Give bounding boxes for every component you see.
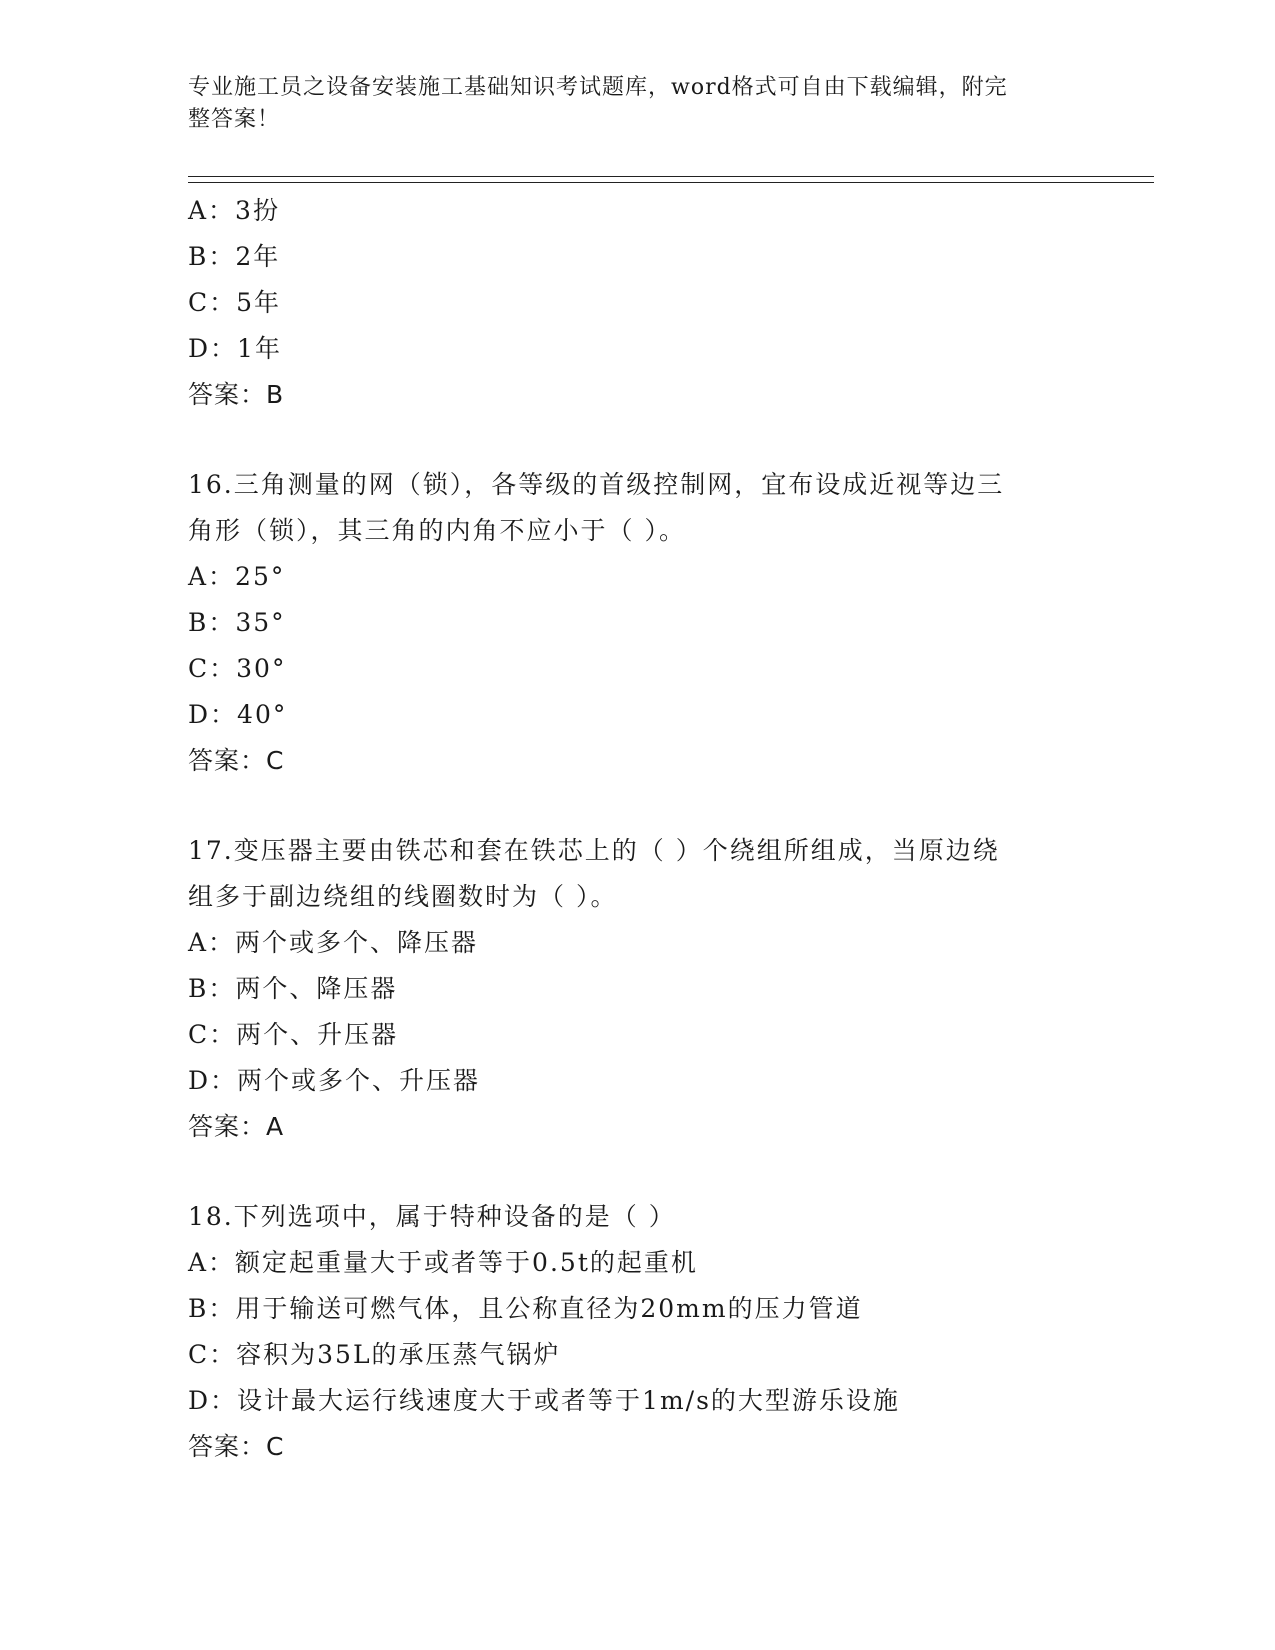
question-15-continued [188,188,1088,418]
option-b: B：用于输送可燃气体，且公称直径为20mm的压力管道 [188,1294,863,1323]
option-d: D：1年 [188,334,282,363]
question-text-line-2: 组多于副边绕组的线圈数时为（ ）。 [188,882,618,911]
question-text-line-1: 17.变压器主要由铁芯和套在铁芯上的（ ）个绕组所组成，当原边绕 [188,836,1000,865]
option-a: A：25° [188,562,286,591]
option-a: A：额定起重量大于或者等于0.5t的起重机 [188,1248,698,1277]
header-line-1: 专业施工员之设备安装施工基础知识考试题库，word格式可自由下载编辑，附完 [188,75,1008,100]
question-17 [188,828,1088,1150]
question-text-line-1: 16.三角测量的网（锁），各等级的首级控制网，宜布设成近视等边三 [188,470,1005,499]
question-18 [188,1194,1088,1470]
document-header [188,72,1068,136]
question-16 [188,462,1088,784]
answer: 答案：C [188,1432,285,1461]
option-b: B：35° [188,608,286,637]
answer: 答案：A [188,1112,285,1141]
option-c: C：30° [188,654,287,683]
question-content [188,188,1088,1470]
option-a: A：两个或多个、降压器 [188,928,479,957]
option-c: C：两个、升压器 [188,1020,399,1049]
option-c: C：容积为35L的承压蒸气锅炉 [188,1340,561,1369]
option-d: D：两个或多个、升压器 [188,1066,481,1095]
option-d: D：设计最大运行线速度大于或者等于1m/s的大型游乐设施 [188,1386,900,1415]
header-rule-top [188,176,1154,177]
option-d: D：40° [188,700,288,729]
answer: 答案：B [188,380,285,409]
option-b: B：2年 [188,242,281,271]
question-text-line-1: 18.下列选项中，属于特种设备的是（ ） [188,1202,676,1231]
question-text-line-2: 角形（锁），其三角的内角不应小于（ ）。 [188,516,686,545]
option-b: B：两个、降压器 [188,974,398,1003]
option-a: A：3扮 [188,196,280,225]
option-c: C：5年 [188,288,282,317]
header-rule-bottom [188,182,1154,183]
header-line-2: 整答案！ [188,107,281,132]
answer: 答案：C [188,746,285,775]
